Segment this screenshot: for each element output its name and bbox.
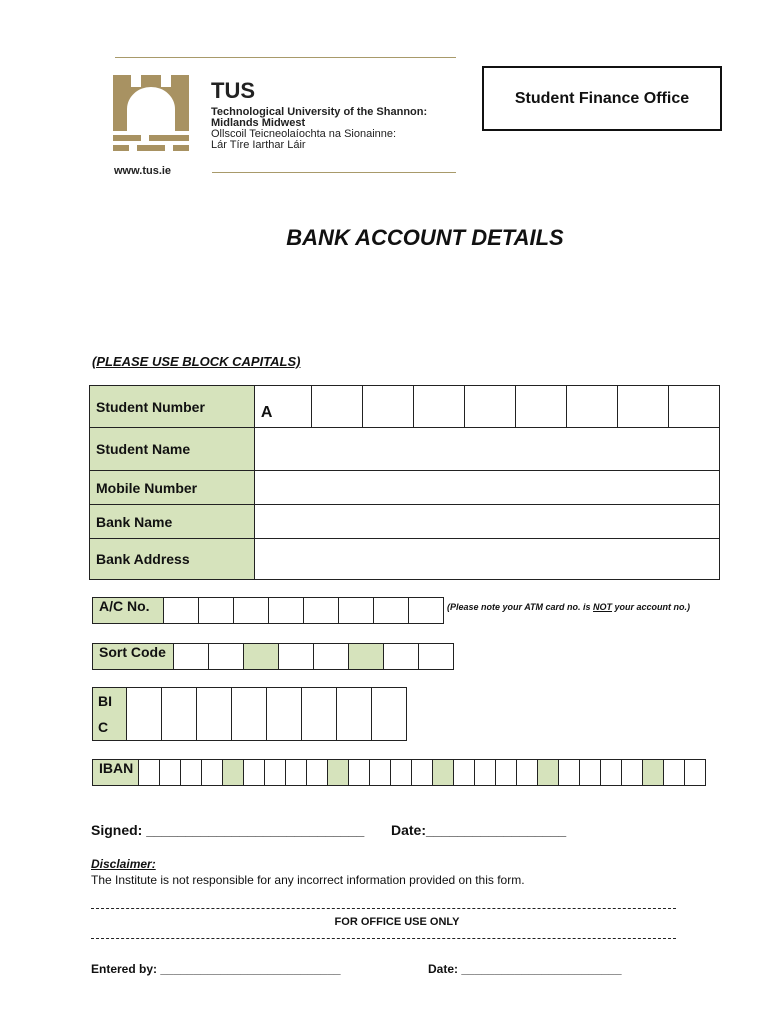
sort-code-box[interactable] xyxy=(314,644,349,670)
sort-code-separator xyxy=(244,644,279,670)
iban-separator xyxy=(223,760,244,786)
iban-box[interactable] xyxy=(286,760,307,786)
iban-box[interactable] xyxy=(517,760,538,786)
divider-bottom xyxy=(91,938,676,939)
bic-box[interactable] xyxy=(127,688,162,741)
iban-box[interactable] xyxy=(160,760,181,786)
student-details-table xyxy=(89,385,720,580)
bic-box[interactable] xyxy=(267,688,302,741)
logo-line-4: Lár Tíre Iarthar Láir xyxy=(211,139,306,151)
page-title: BANK ACCOUNT DETAILS xyxy=(286,225,564,250)
logo-top-line xyxy=(115,57,456,58)
iban-box[interactable] xyxy=(412,760,433,786)
logo-line-1: Technological University of the Shannon: xyxy=(211,106,428,118)
logo-line-2: Midlands Midwest xyxy=(211,117,306,129)
mobile-number-field[interactable] xyxy=(254,471,719,505)
divider-top xyxy=(91,908,676,909)
signed-line[interactable]: Signed: ____________________________ xyxy=(91,822,365,838)
logo-bottom-line xyxy=(212,172,456,173)
student-number-box-1[interactable] xyxy=(254,386,311,428)
iban-row xyxy=(92,759,706,786)
iban-box[interactable] xyxy=(559,760,580,786)
bank-name-label: Bank Name xyxy=(90,505,255,539)
bic-box[interactable] xyxy=(337,688,372,741)
sort-code-label: Sort Code xyxy=(93,644,174,670)
block-capitals-instruction: (PLEASE USE BLOCK CAPITALS) xyxy=(92,354,301,369)
student-number-box-2[interactable] xyxy=(312,386,363,428)
account-number-label: A/C No. xyxy=(93,598,164,624)
bic-box[interactable] xyxy=(372,688,407,741)
logo-url: www.tus.ie xyxy=(114,165,172,177)
sort-code-box[interactable] xyxy=(174,644,209,670)
account-number-row xyxy=(92,597,444,624)
bic-label: BI C xyxy=(93,688,127,741)
account-digit-box[interactable] xyxy=(164,598,199,624)
sort-code-box[interactable] xyxy=(419,644,454,670)
student-number-box-9[interactable] xyxy=(668,386,719,428)
iban-box[interactable] xyxy=(664,760,685,786)
office-label-box: Student Finance Office xyxy=(482,66,722,131)
bic-box[interactable] xyxy=(302,688,337,741)
iban-box[interactable] xyxy=(349,760,370,786)
bic-row xyxy=(92,687,407,741)
iban-box[interactable] xyxy=(265,760,286,786)
student-number-label: Student Number xyxy=(90,386,255,428)
iban-separator xyxy=(643,760,664,786)
bic-box[interactable] xyxy=(232,688,267,741)
iban-separator xyxy=(328,760,349,786)
sort-code-separator xyxy=(349,644,384,670)
tus-castle-logo-icon xyxy=(113,75,189,155)
student-number-box-7[interactable] xyxy=(566,386,617,428)
iban-box[interactable] xyxy=(496,760,517,786)
account-digit-box[interactable] xyxy=(269,598,304,624)
bank-address-field[interactable] xyxy=(254,539,719,580)
logo-line-3: Ollscoil Teicneolaíochta na Sionainne: xyxy=(211,128,397,140)
iban-separator xyxy=(433,760,454,786)
disclaimer-heading: Disclaimer: xyxy=(91,857,156,871)
student-number-box-6[interactable] xyxy=(516,386,567,428)
date-line[interactable]: Date:__________________ xyxy=(391,822,567,838)
account-digit-box[interactable] xyxy=(409,598,444,624)
bic-box[interactable] xyxy=(197,688,232,741)
entered-by-line[interactable]: Entered by: ___________________________ xyxy=(91,962,341,976)
atm-card-note: (Please note your ATM card no. is NOT your account no.) xyxy=(447,602,691,612)
iban-box[interactable] xyxy=(202,760,223,786)
bank-address-label: Bank Address xyxy=(90,539,255,580)
mobile-number-label: Mobile Number xyxy=(90,471,255,505)
student-number-box-5[interactable] xyxy=(465,386,516,428)
student-name-field[interactable] xyxy=(254,428,719,471)
student-number-box-8[interactable] xyxy=(617,386,668,428)
account-digit-box[interactable] xyxy=(374,598,409,624)
iban-box[interactable] xyxy=(307,760,328,786)
bic-box[interactable] xyxy=(162,688,197,741)
iban-box[interactable] xyxy=(601,760,622,786)
student-number-prefix: A xyxy=(260,403,273,421)
iban-separator xyxy=(538,760,559,786)
iban-box[interactable] xyxy=(244,760,265,786)
student-number-box-3[interactable] xyxy=(363,386,414,428)
iban-box[interactable] xyxy=(139,760,160,786)
sort-code-box[interactable] xyxy=(279,644,314,670)
account-digit-box[interactable] xyxy=(199,598,234,624)
disclaimer-text: The Institute is not responsible for any incorrect information provided on this form. xyxy=(91,873,525,887)
iban-box[interactable] xyxy=(622,760,643,786)
sort-code-box[interactable] xyxy=(384,644,419,670)
account-digit-box[interactable] xyxy=(234,598,269,624)
iban-box[interactable] xyxy=(454,760,475,786)
iban-box[interactable] xyxy=(475,760,496,786)
sort-code-row xyxy=(92,643,454,670)
account-digit-box[interactable] xyxy=(339,598,374,624)
office-date-line[interactable]: Date: ________________________ xyxy=(428,962,622,976)
student-name-label: Student Name xyxy=(90,428,255,471)
iban-box[interactable] xyxy=(181,760,202,786)
sort-code-box[interactable] xyxy=(209,644,244,670)
iban-label: IBAN xyxy=(93,760,139,786)
account-digit-box[interactable] xyxy=(304,598,339,624)
bank-name-field[interactable] xyxy=(254,505,719,539)
iban-box[interactable] xyxy=(580,760,601,786)
iban-box[interactable] xyxy=(685,760,706,786)
iban-box[interactable] xyxy=(391,760,412,786)
office-use-heading: FOR OFFICE USE ONLY xyxy=(334,916,460,928)
student-number-box-4[interactable] xyxy=(414,386,465,428)
logo-name: TUS xyxy=(211,78,255,103)
iban-box[interactable] xyxy=(370,760,391,786)
